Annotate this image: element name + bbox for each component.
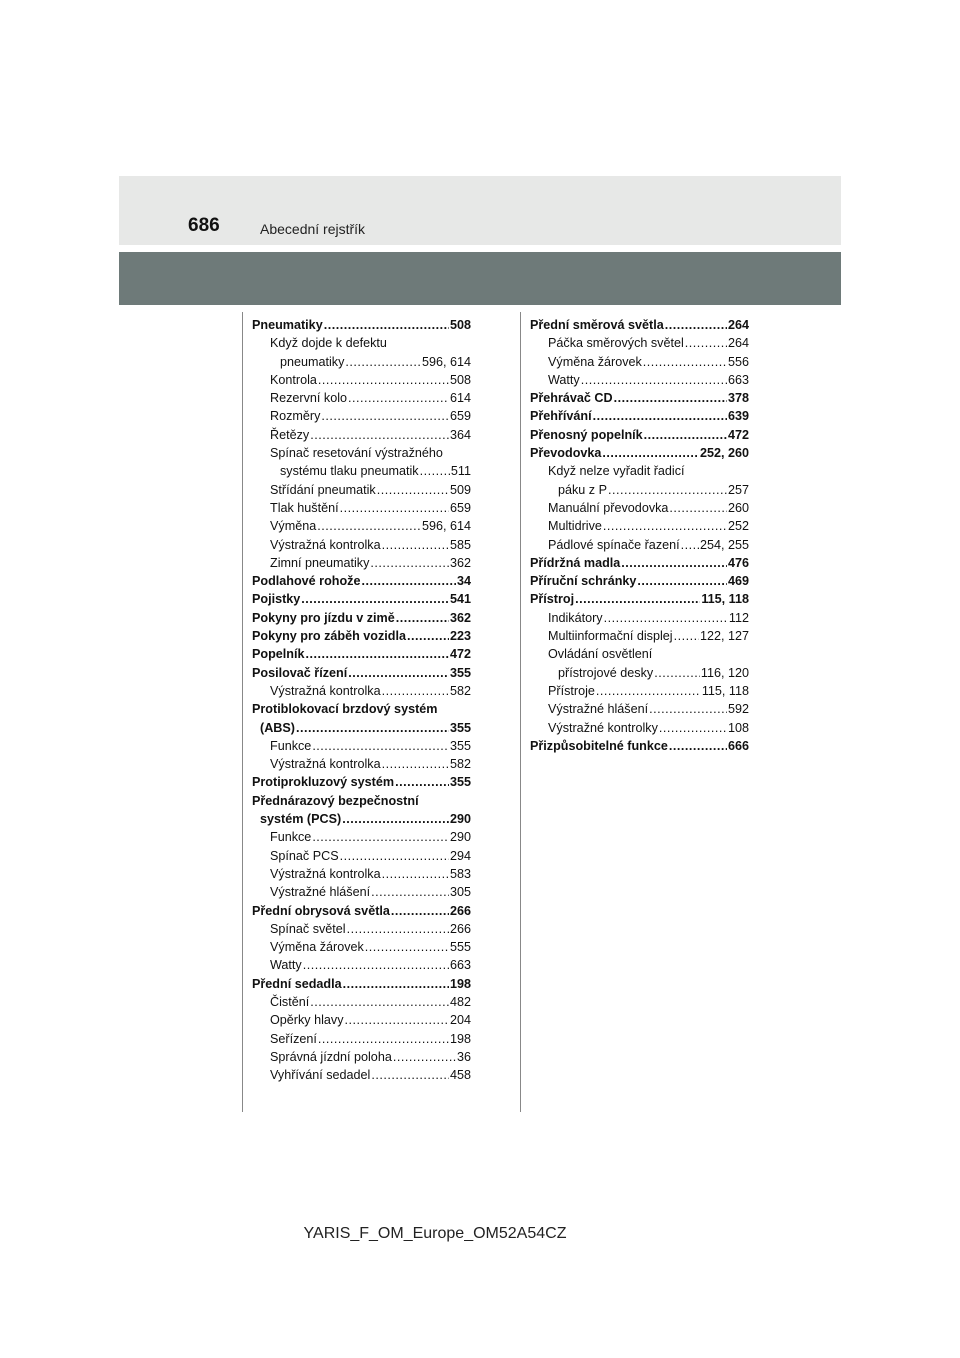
dot-leader: [361, 572, 456, 590]
dot-leader: [340, 847, 449, 865]
index-term: Watty: [270, 958, 302, 973]
dot-leader: [371, 883, 449, 901]
index-page-ref: 290: [449, 812, 471, 827]
dot-leader: [370, 554, 449, 572]
index-term: Výměna: [270, 519, 317, 534]
dot-leader: [393, 1048, 456, 1066]
dot-leader: [382, 755, 449, 773]
dot-leader: [603, 517, 727, 535]
index-page-ref: 198: [449, 1031, 471, 1046]
index-term: Správná jízdní poloha: [270, 1049, 392, 1064]
index-term: pneumatiky: [280, 354, 345, 369]
index-term: (ABS): [260, 720, 295, 735]
dot-leader: [296, 719, 449, 737]
index-entry: [530, 481, 749, 499]
index-page-ref: 472: [727, 427, 749, 442]
index-term: Přístroj: [530, 592, 575, 607]
dot-leader: [621, 554, 727, 572]
index-term: Funkce: [270, 738, 312, 753]
index-entry: [252, 865, 471, 883]
dot-leader: [310, 426, 449, 444]
dot-leader: [602, 444, 699, 462]
index-page-ref: 34: [456, 574, 471, 589]
index-entry: [252, 536, 471, 554]
index-entry: [530, 353, 749, 371]
index-term: Přídržná madla: [530, 555, 621, 570]
index-page-ref: 509: [449, 482, 471, 497]
index-term: Vyhřívání sedadel: [270, 1068, 371, 1083]
index-term: Popelník: [252, 647, 305, 662]
dot-leader: [318, 1030, 449, 1048]
index-page-ref: 582: [449, 757, 471, 772]
index-page-ref: 614: [449, 391, 471, 406]
index-term: Čistění: [270, 994, 310, 1009]
dot-leader: [382, 682, 449, 700]
index-term: Příruční schránky: [530, 574, 637, 589]
dot-leader: [340, 499, 449, 517]
dot-leader: [593, 407, 727, 425]
index-entry: [252, 481, 471, 499]
index-entry: [530, 572, 749, 590]
index-term: Páčka směrových světel: [548, 336, 684, 351]
index-entry: [252, 316, 471, 334]
dot-leader: [343, 975, 449, 993]
index-entry: [530, 316, 749, 334]
header-band: [119, 176, 841, 245]
index-term: Posilovač řízení: [252, 665, 348, 680]
index-page-ref: 378: [727, 391, 749, 406]
index-entry: [252, 682, 471, 700]
index-entry: [530, 737, 749, 755]
index-page-ref: 511: [450, 464, 471, 479]
dot-leader: [377, 481, 449, 499]
index-entry: [252, 993, 471, 1011]
index-term: Multidrive: [548, 519, 602, 534]
index-page-ref: 116, 120: [700, 665, 749, 680]
index-entry-text: Ovládání osvětlení: [548, 647, 653, 662]
dot-leader: [348, 389, 449, 407]
index-page-ref: 122, 127: [699, 629, 749, 644]
index-page-ref: 355: [449, 738, 471, 753]
index-entry: [530, 609, 749, 627]
index-term: Přehřívání: [530, 409, 592, 424]
index-term: Přístroje: [548, 683, 595, 698]
index-entry-text: Když nelze vyřadit řadicí: [548, 464, 685, 479]
index-entry: [252, 353, 471, 371]
index-page-ref: 355: [449, 775, 471, 790]
index-entry: [252, 719, 471, 737]
index-page-ref: 476: [727, 555, 749, 570]
dot-leader: [669, 737, 727, 755]
index-term: systému tlaku pneumatik: [280, 464, 419, 479]
index-entry: [530, 719, 749, 737]
index-entry-text: Spínač resetování výstražného: [270, 446, 443, 461]
index-term: Funkce: [270, 830, 312, 845]
index-entry: [252, 1011, 471, 1029]
index-page-ref: 290: [449, 830, 471, 845]
index-entry: [530, 517, 749, 535]
index-page-ref: 666: [727, 738, 749, 753]
dot-leader: [654, 664, 700, 682]
index-page-ref: 508: [449, 372, 471, 387]
index-term: Pádlové spínače řazení: [548, 537, 680, 552]
index-entry: [530, 682, 749, 700]
dot-leader: [681, 536, 699, 554]
index-entry: [252, 1030, 471, 1048]
index-page-ref: 482: [449, 994, 471, 1009]
index-entry: [252, 572, 471, 590]
index-entry-text: Když dojde k defektu: [270, 336, 387, 351]
index-term: Přehrávač CD: [530, 391, 613, 406]
index-entry: [530, 536, 749, 554]
index-page-ref: 198: [449, 976, 471, 991]
index-entry: [252, 755, 471, 773]
index-page-ref: 266: [449, 903, 471, 918]
dot-leader: [382, 865, 449, 883]
index-term: Watty: [548, 372, 580, 387]
dot-leader: [608, 481, 727, 499]
index-page-ref: 266: [449, 921, 471, 936]
index-entry: [252, 737, 471, 755]
dot-leader: [382, 536, 449, 554]
index-page-ref: 252: [727, 519, 749, 534]
index-term: Indikátory: [548, 610, 603, 625]
index-entry: [252, 664, 471, 682]
index-term: Výměna žárovek: [270, 940, 364, 955]
index-entry: [530, 627, 749, 645]
dot-leader: [643, 353, 727, 371]
dot-leader: [310, 993, 449, 1011]
index-entry: [530, 371, 749, 389]
index-page-ref: 260: [727, 500, 749, 515]
index-term: Pokyny pro jízdu v zimě: [252, 610, 395, 625]
header-bar: [119, 252, 841, 305]
index-entry: [530, 664, 749, 682]
index-page-ref: 582: [449, 683, 471, 698]
index-term: Přední směrová světla: [530, 318, 664, 332]
index-term: Kontrola: [270, 372, 317, 387]
index-entry: [252, 554, 471, 572]
index-term: Výstražné kontrolky: [548, 720, 658, 735]
index-term: Střídání pneumatik: [270, 482, 376, 497]
index-entry: [252, 1048, 471, 1066]
index-page-ref: 663: [727, 372, 749, 387]
index-column-2: [530, 316, 749, 755]
index-term: Rezervní kolo: [270, 391, 347, 406]
dot-leader: [674, 627, 699, 645]
index-term: Protiprokluzový systém: [252, 775, 395, 790]
index-term: Manuální převodovka: [548, 500, 669, 515]
dot-leader: [312, 737, 449, 755]
index-entry: [252, 828, 471, 846]
index-term: Pneumatiky: [252, 318, 323, 332]
index-term: Výstražné hlášení: [548, 702, 649, 717]
index-entry: [530, 389, 749, 407]
index-page-ref: 541: [449, 592, 471, 607]
index-term: Spínač PCS: [270, 848, 339, 863]
index-page-ref: 294: [449, 848, 471, 863]
index-entry: [252, 462, 471, 480]
dot-leader: [420, 462, 450, 480]
index-entry: [530, 426, 749, 444]
index-term: Pokyny pro záběh vozidla: [252, 629, 406, 644]
index-term: Přední sedadla: [252, 976, 342, 991]
index-term: přístrojové desky: [558, 665, 654, 680]
column-divider-left: [242, 312, 243, 1112]
footer: [0, 1225, 960, 1243]
dot-leader: [396, 609, 449, 627]
index-page-ref: 305: [449, 885, 471, 900]
index-page-ref: 508: [449, 318, 471, 332]
index-term: Rozměry: [270, 409, 321, 424]
dot-leader: [644, 426, 727, 444]
dot-leader: [395, 773, 449, 791]
dot-leader: [321, 407, 449, 425]
index-entry: [252, 426, 471, 444]
index-term: Výstražná kontrolka: [270, 866, 381, 881]
index-term: páku z P: [558, 482, 608, 497]
index-term: Přizpůsobitelné funkce: [530, 738, 668, 753]
index-entry: [252, 389, 471, 407]
index-term: Výstražná kontrolka: [270, 537, 381, 552]
dot-leader: [581, 371, 727, 389]
index-entry: [252, 956, 471, 974]
index-entry-text: Protiblokovací brzdový systém: [252, 702, 438, 717]
index-entry: [252, 407, 471, 425]
index-page-ref: 355: [449, 665, 471, 680]
index-entry-text: Přednárazový bezpečnostní: [252, 793, 419, 808]
index-term: Výstražná kontrolka: [270, 757, 381, 772]
index-page-ref: 264: [727, 336, 749, 351]
index-term: Výměna žárovek: [548, 354, 642, 369]
index-page-ref: 115, 118: [701, 683, 749, 698]
index-page-ref: 252, 260: [699, 446, 749, 461]
index-page-ref: 112: [728, 610, 749, 625]
index-entry: [252, 883, 471, 901]
index-term: Seřízení: [270, 1031, 317, 1046]
index-term: Přední obrysová světla: [252, 903, 390, 918]
index-page-ref: 659: [449, 409, 471, 424]
index-column-1: [252, 316, 471, 1084]
dot-leader: [391, 902, 449, 920]
dot-leader: [348, 664, 449, 682]
index-entry: [252, 975, 471, 993]
dot-leader: [596, 682, 701, 700]
index-entry: [252, 371, 471, 389]
page-number: 686: [188, 215, 220, 236]
index-entry: [252, 847, 471, 865]
index-term: Převodovka: [530, 446, 602, 461]
index-entry: [252, 517, 471, 535]
index-term: Spínač světel: [270, 921, 346, 936]
index-entry: [530, 407, 749, 425]
index-entry: [252, 773, 471, 791]
dot-leader: [649, 700, 727, 718]
index-page-ref: 583: [449, 866, 471, 881]
dot-leader: [685, 334, 727, 352]
section-title: Abecední rejstřík: [260, 221, 366, 237]
index-term: Multiinformační displej: [548, 629, 673, 644]
dot-leader: [407, 627, 449, 645]
index-page-ref: 115, 118: [701, 592, 749, 607]
index-page-ref: 596, 614: [421, 354, 471, 369]
index-term: Pojistky: [252, 592, 301, 607]
index-page-ref: 659: [449, 500, 471, 515]
dot-leader: [665, 316, 727, 334]
index-page-ref: 585: [449, 537, 471, 552]
index-term: Tlak huštění: [270, 500, 339, 515]
dot-leader: [318, 371, 449, 389]
index-page-ref: 204: [449, 1013, 471, 1028]
index-entry: [252, 920, 471, 938]
index-entry: [530, 700, 749, 718]
dot-leader: [659, 719, 727, 737]
dot-leader: [604, 609, 728, 627]
index-page-ref: 458: [449, 1068, 471, 1083]
index-entry: [252, 627, 471, 645]
index-term: Zimní pneumatiky: [270, 555, 370, 570]
index-page-ref: 639: [727, 409, 749, 424]
index-page-ref: 108: [727, 720, 749, 735]
index-page-ref: 556: [727, 354, 749, 369]
index-page-ref: 663: [449, 958, 471, 973]
dot-leader: [614, 389, 727, 407]
dot-leader: [575, 590, 700, 608]
index-page-ref: 364: [449, 427, 471, 442]
document-id: YARIS_F_OM_Europe_OM52A54CZ: [303, 1225, 567, 1242]
index-entry: [252, 590, 471, 608]
dot-leader: [347, 920, 449, 938]
index-page-ref: 592: [727, 702, 749, 717]
index-entry: [252, 938, 471, 956]
index-term: Řetězy: [270, 427, 310, 442]
index-term: Podlahové rohože: [252, 574, 361, 589]
dot-leader: [342, 810, 449, 828]
dot-leader: [324, 316, 449, 334]
index-entry: [252, 902, 471, 920]
index-entry: [252, 609, 471, 627]
dot-leader: [305, 645, 449, 663]
index-page-ref: 472: [449, 647, 471, 662]
index-page-ref: 264: [727, 318, 749, 332]
dot-leader: [637, 572, 727, 590]
index-page-ref: 257: [727, 482, 749, 497]
index-term: Přenosný popelník: [530, 427, 643, 442]
index-entry: [530, 334, 749, 352]
index-entry: [252, 499, 471, 517]
column-divider-right: [520, 312, 521, 1112]
index-term: systém (PCS): [260, 812, 342, 827]
dot-leader: [371, 1066, 449, 1084]
index-term: Opěrky hlavy: [270, 1013, 344, 1028]
index-page-ref: 355: [449, 720, 471, 735]
dot-leader: [365, 938, 449, 956]
index-term: Výstražná kontrolka: [270, 683, 381, 698]
index-page-ref: 36: [456, 1049, 471, 1064]
index-page-ref: 596, 614: [421, 519, 471, 534]
index-entry: [252, 810, 471, 828]
dot-leader: [312, 828, 449, 846]
index-entry: [530, 444, 749, 462]
index-term: Výstražné hlášení: [270, 885, 371, 900]
index-entry: [252, 1066, 471, 1084]
dot-leader: [301, 590, 449, 608]
index-page-ref: 254, 255: [699, 537, 749, 552]
dot-leader: [669, 499, 727, 517]
index-entry: [530, 499, 749, 517]
index-entry: [530, 554, 749, 572]
dot-leader: [303, 956, 449, 974]
dot-leader: [317, 517, 421, 535]
index-page-ref: 555: [449, 940, 471, 955]
index-page-ref: 223: [449, 629, 471, 644]
dot-leader: [345, 353, 421, 371]
index-entry: [530, 590, 749, 608]
index-entry: [252, 645, 471, 663]
dot-leader: [345, 1011, 449, 1029]
index-page-ref: 362: [449, 610, 471, 625]
index-page-ref: 469: [727, 574, 749, 589]
index-page-ref: 362: [449, 555, 471, 570]
